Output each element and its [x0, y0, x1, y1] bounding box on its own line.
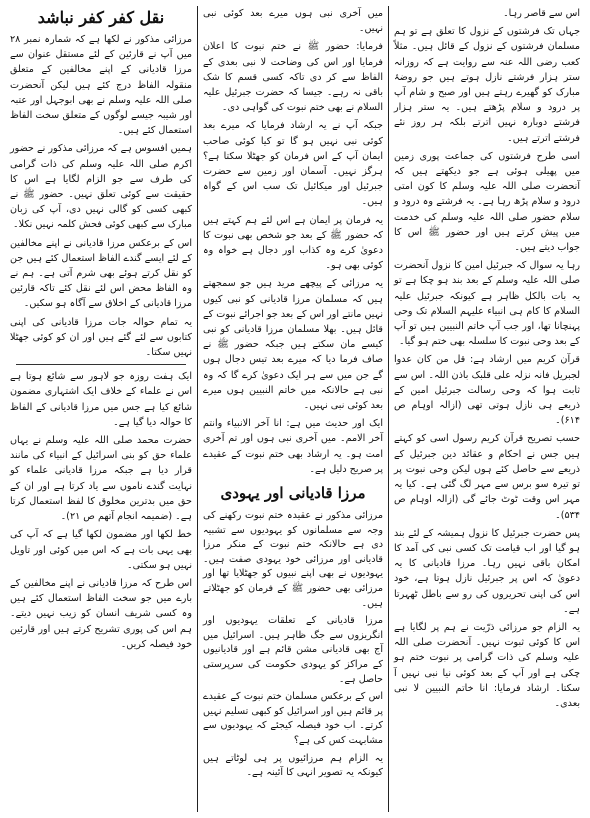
section-heading: نقل کفر کفر نباشد	[37, 8, 165, 27]
column-paragraph: اس کے برعکس مرزا قادیانی نے اپنے مخالفین کے لئے ایسے گندے الفاظ استعمال کئے ہیں جن کو نقل کرتے ہوئے بھی شرم آتی ہے۔ ہم نے وہ الفاظ محض اس لئے نقل کئے تاکہ قارئین مرزا قادیانی کے اخلاق سے آگاہ ہو سکیں۔	[10, 237, 192, 310]
column-paragraph: مرزائی مذکور نے عقیدہ ختم نبوت رکھنے کی وجہ سے مسلمانوں کو یہودیوں سے تشبیہ دی ہے حالانکہ ختم نبوت کے منکر مرزا قادیانی اور مرزائی خود یہودی صفت ہیں۔ یہودیوں نے بھی اپنے نبیوں کو جھٹلایا تھا اور مرزائی بھی حضور ﷺ کے فرمان کو جھٹلاتے ہیں۔	[203, 510, 383, 609]
column-paragraph: رہا یہ سوال کہ جبرئیل امین کا نزول آنحضرت صلی اللہ علیہ وسلم کے بعد بند ہو چکا ہے تو یہ بات بالکل ظاہر ہے کیونکہ جبرئیل علیہ السلام کا کام ہی انبیاء علیہم السلام تک وحی پہنچانا تھا، اور جب آپ خاتم النبیین ہیں تو آپ کے بعد وحی نبوت کا سلسلہ بھی ختم ہو گیا۔	[394, 260, 580, 348]
column-paragraph: یہ الزام ہم مرزائیوں پر ہی لوٹاتے ہیں کیونکہ یہ تصویر انہی کا آئینہ ہے۔	[203, 752, 383, 779]
column-paragraph: خط لکھا اور مضمون لکھا گیا ہے کہ آپ کی بھی یہی بات ہے کہ اس میں کوئی اور تاویل نہیں ہو سکتی۔	[10, 529, 192, 571]
section-heading: مرزا قادیانی اور یہودی	[220, 484, 366, 503]
column-paragraph: اسی طرح فرشتوں کی جماعت پوری زمین میں پھیلی ہوئی ہے جو دیکھتے ہیں کہ آنحضرت صلی اللہ علیہ وسلم کا کون امتی درود و سلام پڑھ رہا ہے۔ یہ فرشتے وہ درود و سلام حضور صلی اللہ علیہ وسلم کی خدمت میں پیش کرتے ہیں اور حضور ﷺ اس کا جواب دیتے ہیں۔	[394, 150, 580, 254]
column-paragraph: ہمیں افسوس ہے کہ مرزائی مذکور نے حضور اکرم صلی اللہ علیہ وسلم کی ذات گرامی کی طرف سے جو الزام لگایا ہے اس کا حقیقت سے کوئی تعلق نہیں۔ حضور ﷺ نے کبھی کسی کو گالی نہیں دی، آپ کی زبان مبارک سے کبھی کوئی فحش کلمہ نہیں نکلا۔	[10, 143, 192, 231]
column-paragraph: قرآن کریم میں ارشاد ہے: قل من کان عدوا لجبریل فانہ نزلہ علی قلبک باذن اللہ۔ اس سے ثابت ہوا کہ وحی رسالت جبرئیل امین کے ذریعے ہی نازل ہوتی تھی (ازالہ اوہام ص ۶۱۴)۔	[394, 354, 580, 427]
right-column	[389, 6, 585, 812]
column-paragraph: مرزا قادیانی کے تعلقات یہودیوں اور انگریزوں سے جگ ظاہر ہیں۔ اسرائیل میں آج بھی قادیانی مشن قائم ہے اور قادیانیوں کے مراکز کو یہودی حکومت کی سرپرستی حاصل ہے۔	[203, 615, 383, 685]
column-paragraph: جہاں تک فرشتوں کے نزول کا تعلق ہے تو ہم مسلمان فرشتوں کے نزول کے قائل ہیں۔ مثلاً کعب رضی اللہ عنہ سے روایت ہے کہ روزانہ ستر ہزار فرشتے نازل ہوتے ہیں جو روضۂ مبارک کو گھیرے رہتے ہیں اور صبح و شام آپ پر درود و سلام پڑھتے ہیں۔ یہ ستر ہزار فرشتے دوبارہ نہیں اترتے بلکہ ہر روز نئے فرشتے اترتے ہیں۔	[394, 26, 580, 144]
column-paragraph: یہ الزام جو مرزائی ذرّیت نے ہم پر لگایا ہے اس کا کوئی ثبوت نہیں۔ آنحضرت صلی اللہ علیہ وسلم کی ذات گرامی پر نبوت ختم ہو چکی ہے اور آپ کے بعد کوئی نیا نبی نہیں آ سکتا۔ ارشاد فرمایا: انا خاتم النبیین لا نبی بعدی۔	[394, 621, 580, 709]
column-paragraph: مرزائی مذکور نے لکھا ہے کہ شمارہ نمبر ۲۸ میں آپ نے قارئین کے لئے مستقل عنوان سے مرزا قادیانی کے اپنے مخالفین کے متعلق منقولہ الفاظ درج کئے ہیں لیکن آنحضرت صلی اللہ علیہ وسلم نے بھی ابوجہل اور عتبہ اور شیبہ جیسے لوگوں کے متعلق سخت الفاظ استعمال کئے ہیں۔	[10, 34, 192, 137]
column-paragraph: اس کے برعکس مسلمان ختم نبوت کے عقیدے پر قائم ہیں اور اسرائیل کو کبھی تسلیم نہیں کرتے۔ اب خود فیصلہ کیجئے کہ یہودیوں سے مشابہت کس کی ہے؟	[203, 691, 383, 746]
column-paragraph: میں آخری نبی ہوں میرے بعد کوئی نبی نہیں۔	[203, 8, 383, 35]
column-paragraph: حضرت محمد صلی اللہ علیہ وسلم نے یہاں علماء حق کو بنی اسرائیل کے انبیاء کی مانند قرار دیا ہے جبکہ مرزا قادیانی علماء کو نہایت گندے ناموں سے یاد کرتا ہے اور ان کے حق میں بدترین مخلوق کا لفظ استعمال کرتا ہے۔ (ضمیمہ انجام آتھم ص ۲۱)۔	[10, 435, 192, 523]
middle-column	[197, 6, 389, 812]
divider	[16, 364, 186, 365]
column-paragraph: ایک اور حدیث میں ہے: انا آخر الانبیاء وانتم آخر الامم۔ میں آخری نبی ہوں اور تم آخری امت ہو۔ یہ ارشاد بھی ختم نبوت کے عقیدے پر صریح دلیل ہے۔	[203, 418, 383, 475]
left-column	[5, 6, 197, 812]
column-paragraph: ایک ہفت روزہ جو لاہور سے شائع ہوتا ہے اس نے علماء کے خلاف ایک اشتہاری مضمون شائع کیا ہے جس میں مرزا قادیانی کے الفاظ کا حوالہ دیا گیا ہے۔	[10, 371, 192, 428]
column-paragraph: یہ فرمان پر ایمان ہے اس لئے ہم کہتے ہیں کہ حضور ﷺ کے بعد جو شخص بھی نبوت کا دعویٰ کرے وہ کذاب اور دجال ہے خواہ وہ کوئی بھی ہو۔	[203, 214, 383, 272]
column-paragraph: اس سے قاصر رہا۔	[503, 8, 580, 19]
column-paragraph: جبکہ آپ نے یہ ارشاد فرمایا کہ میرے بعد کوئی نبی نہیں ہو گا تو کیا کوئی صاحب ایمان آپ کے اس فرمان کو جھٹلا سکتا ہے؟ ہرگز نہیں۔ آسمان اور زمین سے حضرت جبرئیل اور میکائیل تک سب اس کے گواہ ہیں۔	[203, 120, 383, 208]
column-paragraph: حسب تصریح قرآن کریم رسول اسی کو کہتے ہیں جس نے احکام و عقائد دین جبرئیل کے ذریعے سے حاصل کئے ہوں لیکن وحی نبوت پر تو تیرہ سو برس سے مہر لگ گئی ہے۔ کیا یہ مہر اس وقت ٹوٹ جائے گی (ازالہ اوہام ص ۵۳۴)۔	[394, 433, 580, 521]
column-paragraph: فرمایا: حضور ﷺ نے ختم نبوت کا اعلان فرمایا اور اس کی وضاحت لا نبی بعدی کے الفاظ سے کر دی تاکہ کسی قسم کا شک باقی نہ رہے۔ جیسا کہ حضرت جبرئیل علیہ السلام نے بھی ختم نبوت کی گواہی دی۔	[203, 41, 383, 114]
column-paragraph: اس طرح کہ مرزا قادیانی نے اپنے مخالفین کے بارے میں جو سخت الفاظ استعمال کئے ہیں وہ کسی شریف انسان کو زیب نہیں دیتے۔ ہم اس کی پوری تشریح کرتے ہیں اور قارئین خود فیصلہ کریں۔	[10, 577, 192, 650]
column-paragraph: یہ مرزائی کے پیچھے مرید ہیں جو سمجھتے ہیں کہ مسلمان مرزا قادیانی کو نبی کیوں نہیں مانتے اور اس کے بعد جو اجرائے نبوت کے قائل ہیں۔ بھلا مسلمان مرزا قادیانی کو نبی کیسے مان سکتے ہیں جبکہ حضور ﷺ نے صاف فرما دیا کہ میرے بعد تیس دجال ہوں گے جن میں سے ہر ایک دعویٰ کرے گا کہ وہ نبی ہے حالانکہ میں خاتم النبیین ہوں میرے بعد کوئی نبی نہیں۔	[203, 278, 383, 412]
column-paragraph: یہ تمام حوالہ جات مرزا قادیانی کی اپنی کتابوں سے لئے گئے ہیں اور ان کو کوئی جھٹلا نہیں سکتا۔	[10, 316, 192, 359]
column-paragraph: پس حضرت جبرئیل کا نزول ہمیشہ کے لئے بند ہو گیا اور اب قیامت تک کسی نبی کی آمد کا امکان باقی نہیں رہا۔ مرزا قادیانی کا یہ دعویٰ کہ اس پر جبرئیل نازل ہوتا ہے، خود اس کی اپنی تحریروں کی رو سے باطل ٹھہرتا ہے۔	[394, 527, 580, 615]
